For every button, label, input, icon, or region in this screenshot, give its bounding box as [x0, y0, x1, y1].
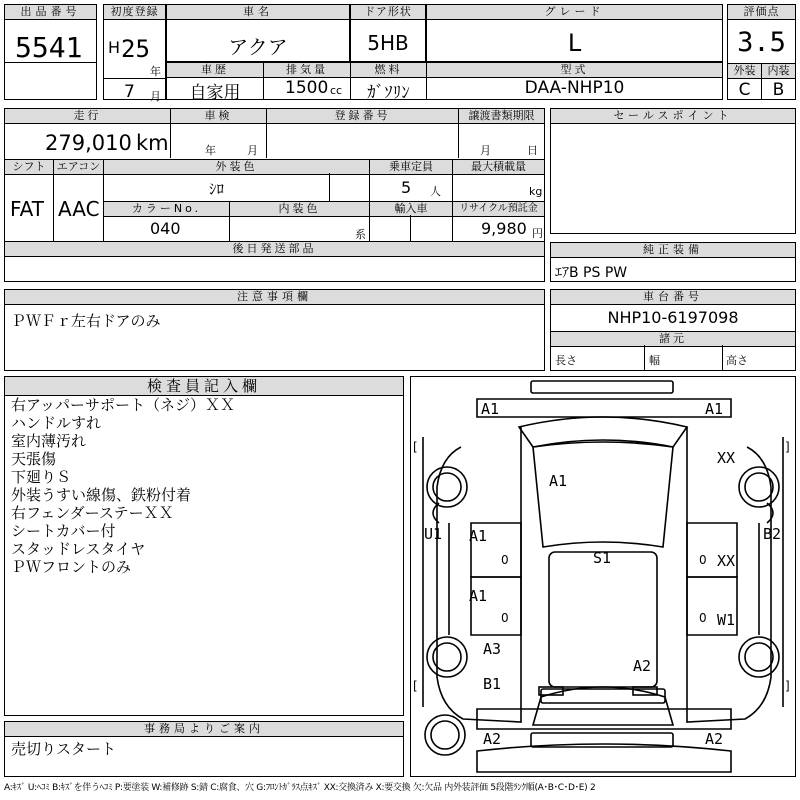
- grade-box: [426, 4, 723, 62]
- bracket: [: [413, 679, 418, 693]
- int-color-label: 内装色: [229, 201, 370, 217]
- chassis-label: 車台番号: [551, 290, 795, 305]
- reg-divider: [103, 78, 166, 79]
- shift: FAT: [10, 197, 45, 221]
- car-name: アクア: [228, 35, 288, 59]
- damage-mark: A1: [549, 472, 568, 490]
- first-registration-label: 初度登録: [104, 5, 165, 20]
- zero-mark: 0: [501, 553, 509, 567]
- r2-div-10: [410, 215, 411, 241]
- caution-text: ＰＷＦｒ左右ドアのみ: [11, 312, 161, 330]
- lot-number: 5541: [15, 31, 83, 64]
- door-box: [350, 4, 426, 62]
- inspector-line: 外装うすい線傷、鉄粉付着: [11, 486, 192, 504]
- caution-box: [4, 289, 545, 371]
- grade-label: グレード: [427, 5, 722, 20]
- spec-div-1: [263, 75, 264, 100]
- color-label: 外装色: [103, 159, 370, 175]
- mileage-label: 走行: [4, 108, 171, 124]
- r2-div-3: [458, 122, 459, 158]
- office-box: [4, 721, 404, 777]
- damage-mark: A2: [633, 657, 652, 675]
- fuel-label: 燃料: [350, 62, 427, 78]
- recycle-label: リサイクル預託金: [452, 201, 545, 217]
- damage-mark: A2: [705, 730, 724, 748]
- era: H: [108, 38, 121, 57]
- sales-point-box: [550, 108, 796, 234]
- car-damage-diagram: [410, 376, 796, 777]
- chassis-box: [550, 289, 796, 371]
- color-no-label: カラーNo.: [103, 201, 230, 217]
- caution-label: 注意事項欄: [5, 290, 544, 305]
- ac-label: エアコン: [53, 159, 104, 175]
- r2-div-6: [329, 173, 330, 201]
- inspector-label: 検査員記入欄: [5, 377, 403, 396]
- sales-point-label: セールスポイント: [551, 109, 795, 124]
- inspection-month: 月: [247, 144, 258, 157]
- door-label: ドア形状: [351, 5, 425, 20]
- model-code: DAA-NHP10: [524, 78, 625, 98]
- inspector-line: 室内薄汚れ: [11, 432, 87, 450]
- lot-label: 出品番号: [5, 5, 96, 20]
- mileage-section: [4, 108, 545, 282]
- inspector-line: 下廻りＳ: [11, 468, 72, 486]
- damage-legend: A:ｷｽﾞ U:ﾍｺﾐ B:ｷｽﾞを伴うﾍｺﾐ P:要塗装 W:補修跡 S:錆 C:腐食、穴 G:ﾌﾛﾝﾄｶﾞﾗｽ点ｷｽﾞ XX:交換済み X:要交換 欠:欠品 内外装評価 5段階ﾗﾝｸ順(A･B･C･D･E) 2: [4, 783, 596, 793]
- spec-div-b: [722, 345, 723, 370]
- exterior-color: ｼﾛ: [208, 180, 224, 198]
- ext-grade: C: [738, 80, 751, 100]
- damage-mark: U1: [424, 525, 443, 543]
- equipment-label: 純正装備: [551, 243, 795, 258]
- displacement: 1500: [285, 78, 329, 98]
- later-parts-label: 後日発送部品: [4, 241, 545, 257]
- car-history: 自家用: [189, 83, 241, 103]
- damage-mark: A3: [483, 640, 502, 658]
- damage-mark: S1: [593, 549, 612, 567]
- mileage: 279,010: [45, 131, 132, 155]
- height-label: 高さ: [726, 354, 748, 367]
- r2-div-1: [170, 122, 171, 158]
- mileage-unit: km: [136, 131, 169, 155]
- inspection-label: 車検: [170, 108, 267, 124]
- int-label: 内装: [761, 63, 796, 79]
- load-label: 最大積載量: [452, 159, 545, 175]
- color-number: 040: [150, 219, 181, 238]
- bracket: ]: [785, 679, 790, 693]
- registration-year: 25: [121, 35, 150, 63]
- inspector-line: シートカバー付: [11, 522, 116, 540]
- score: 3.5: [737, 27, 786, 58]
- damage-mark: A1: [469, 587, 488, 605]
- doc-month: 月: [480, 144, 491, 157]
- inspector-line: 右フェンダーステーＸＸ: [11, 504, 174, 522]
- damage-mark: B2: [763, 525, 782, 543]
- r2-div-2: [266, 122, 267, 158]
- inspector-line: 天張傷: [11, 450, 57, 468]
- damage-mark: XX: [717, 449, 736, 467]
- inspector-line: ＰＷフロントのみ: [11, 558, 132, 576]
- car-name-box: [166, 4, 350, 62]
- seats-label: 乗車定員: [369, 159, 453, 175]
- damage-mark: A1: [481, 400, 500, 418]
- inspector-line: 右アッパーサポート（ネジ）ＸＸ: [11, 396, 235, 414]
- inspector-line: ハンドルすれ: [11, 414, 102, 432]
- door-type: 5HB: [367, 31, 409, 55]
- inspection-year: 年: [205, 144, 216, 157]
- ext-label: 外装: [727, 63, 762, 79]
- inspector-lines: [11, 396, 235, 576]
- length-label: 長さ: [555, 354, 577, 367]
- score-box: [727, 4, 796, 100]
- doc-deadline-label: 譲渡書類期限: [458, 108, 545, 124]
- damage-mark: A2: [483, 730, 502, 748]
- car-name-label: 車名: [167, 5, 349, 20]
- load-unit: kg: [529, 185, 543, 198]
- model-label: 型式: [426, 62, 723, 78]
- zero-mark: 0: [501, 611, 509, 625]
- lot-divider: [4, 62, 97, 63]
- width-label: 幅: [649, 354, 660, 367]
- spec-div-a: [644, 345, 645, 370]
- shift-label: シフト: [4, 159, 54, 175]
- office-label: 事務局よりご案内: [5, 722, 403, 737]
- spec-row: [166, 62, 723, 103]
- damage-mark: A1: [469, 527, 488, 545]
- fuel: ｶﾞｿﾘﾝ: [367, 83, 410, 103]
- bracket: [: [413, 440, 418, 454]
- doc-day: 日: [527, 144, 538, 157]
- recycle-fee: 9,980: [481, 219, 527, 238]
- zero-mark: 0: [699, 611, 707, 625]
- registration-month: 7: [124, 82, 135, 102]
- plate-label: 登録番号: [266, 108, 459, 124]
- recycle-unit: 円: [532, 227, 543, 240]
- inspector-box: [4, 376, 404, 716]
- grade: L: [567, 29, 582, 57]
- office-text: 売切りスタート: [11, 740, 117, 758]
- equipment: ｴｱB PS PW: [555, 265, 628, 281]
- damage-mark: W1: [717, 611, 736, 629]
- import-label: 輸入車: [369, 201, 453, 217]
- spec-label: 諸元: [550, 331, 796, 347]
- seats: 5: [401, 178, 412, 197]
- score-label: 評価点: [728, 5, 795, 20]
- zero-mark: 0: [699, 553, 707, 567]
- disp-label: 排気量: [263, 62, 351, 78]
- car-outline: [411, 377, 795, 776]
- bracket: ]: [785, 440, 790, 454]
- damage-mark: B1: [483, 675, 502, 693]
- chassis-number: NHP10-6197098: [607, 308, 739, 327]
- int-grade: B: [772, 80, 785, 100]
- year-unit: 年: [150, 65, 161, 78]
- lot-box: [4, 4, 97, 100]
- r2-div-4: [53, 173, 54, 241]
- first-registration-box: [103, 4, 166, 103]
- int-color-unit: 系: [355, 228, 366, 241]
- disp-unit: cc: [330, 84, 343, 97]
- equipment-box: [550, 242, 796, 282]
- r2-div-9: [229, 215, 230, 241]
- inspector-line: スタッドレスタイヤ: [11, 540, 146, 558]
- air-conditioner: AAC: [58, 197, 100, 221]
- month-unit: 月: [150, 90, 161, 103]
- history-label: 車歴: [166, 62, 264, 78]
- seats-unit: 人: [430, 185, 441, 198]
- damage-mark: XX: [717, 552, 736, 570]
- damage-mark: A1: [705, 400, 724, 418]
